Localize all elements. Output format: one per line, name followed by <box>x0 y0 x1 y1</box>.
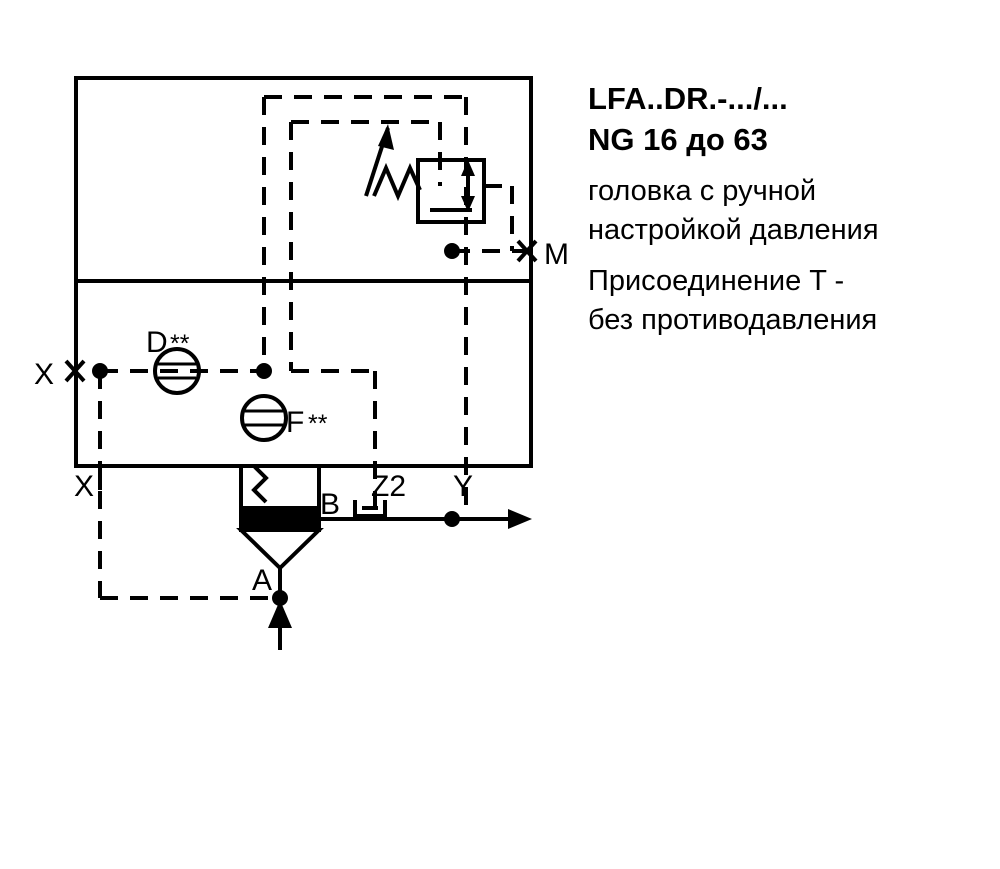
title-line-2: NG 16 до 63 <box>588 122 768 157</box>
orifice-f-symbol <box>242 396 286 440</box>
label-port-a: A <box>252 564 273 597</box>
title-line-1: LFA..DR.-.../... <box>588 81 788 116</box>
label-port-xx: X <box>34 358 55 391</box>
description-line-2: настройкой давления <box>588 214 879 246</box>
port-b-line <box>319 509 532 529</box>
label-port-x: X <box>74 470 95 503</box>
junction-dot-d-right <box>256 363 272 379</box>
description-paragraph-2 <box>588 262 988 340</box>
adjustment-spring-symbol <box>366 124 420 196</box>
main-poppet-symbol <box>241 466 319 568</box>
legend-text-block <box>588 78 988 340</box>
label-orifice-d: D <box>146 326 168 359</box>
description-line-3: Присоединение T - <box>588 265 845 297</box>
junction-dot-b-y <box>444 511 460 527</box>
label-port-y: Y <box>453 470 474 503</box>
description-line-1: головка с ручной <box>588 175 817 207</box>
label-orifice-f: F <box>286 406 305 439</box>
label-orifice-d-stars: ** <box>170 330 190 358</box>
description-line-4: без противодавления <box>588 304 878 336</box>
junction-dot-m <box>444 243 460 259</box>
label-port-z2: Z2 <box>371 470 407 503</box>
label-port-m: M <box>544 238 569 271</box>
label-orifice-f-stars: ** <box>308 410 328 438</box>
label-port-b: B <box>320 488 341 521</box>
junction-dot-xx <box>92 363 108 379</box>
pressure-relief-valve-symbol <box>418 160 484 222</box>
junction-dot-a <box>272 590 288 606</box>
description-paragraph-1 <box>588 172 988 250</box>
